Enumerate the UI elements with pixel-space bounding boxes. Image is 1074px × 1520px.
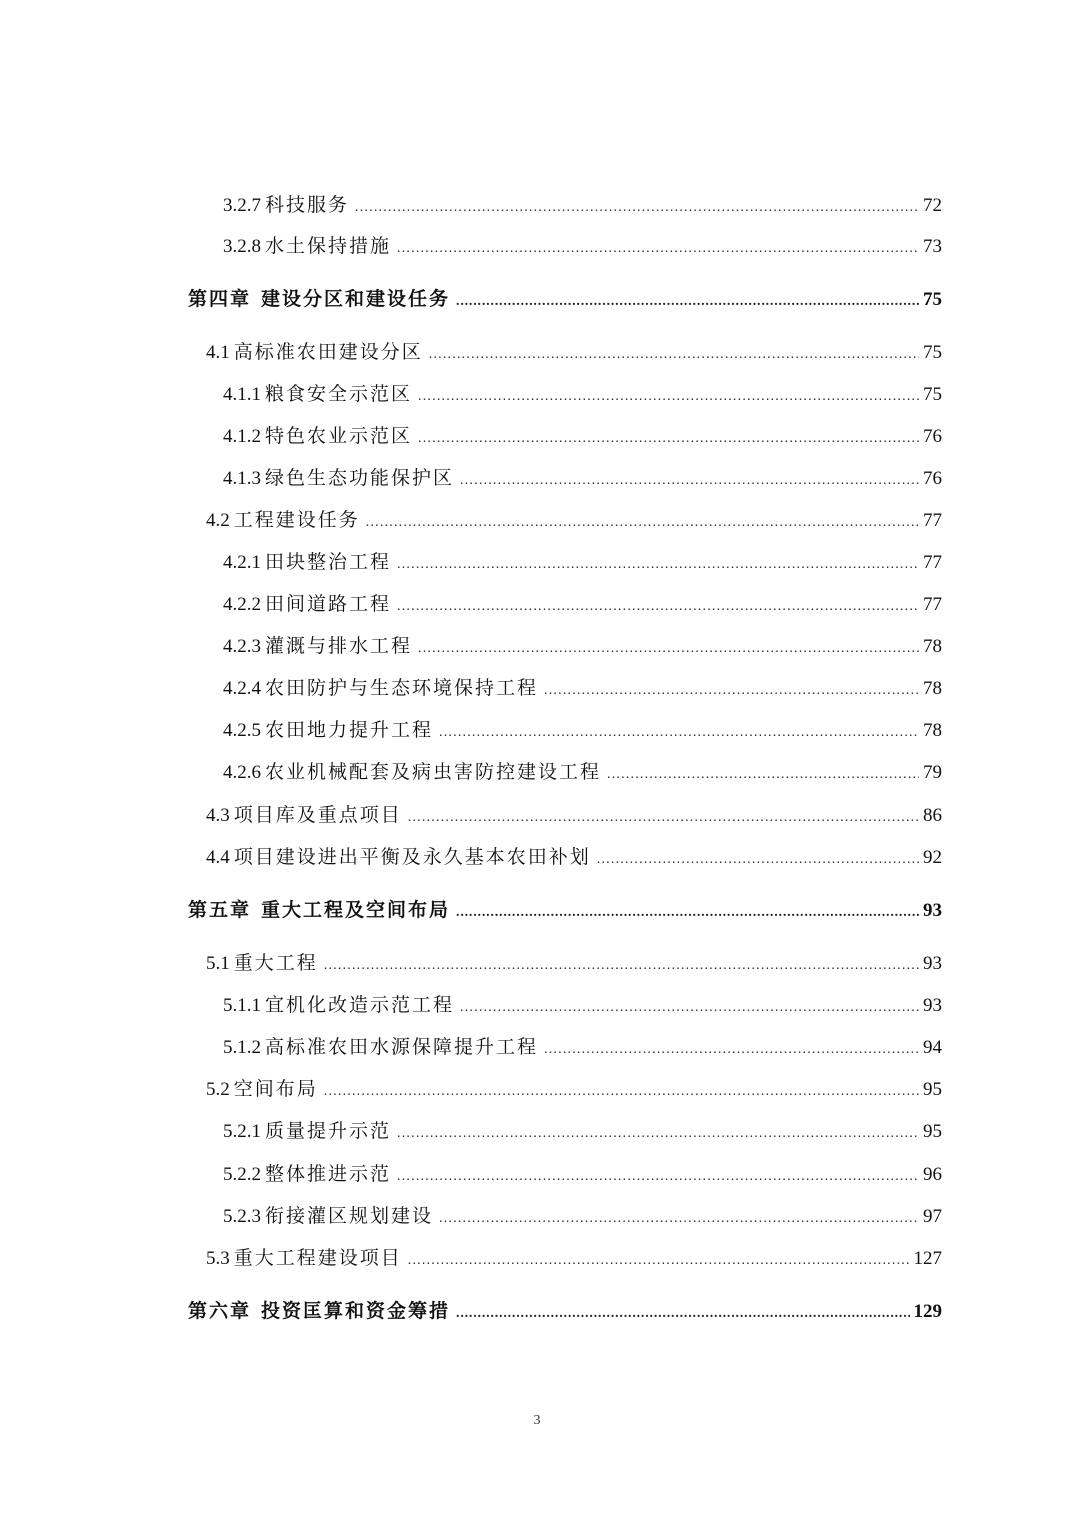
toc-entry[interactable] <box>206 338 942 366</box>
toc-chapter-title: 投资匡算和资金筹措 <box>261 1300 451 1322</box>
toc-entry-number: 3.2.8 <box>223 236 261 257</box>
toc-entry-title: 水土保持措施 <box>265 235 392 257</box>
toc-entry[interactable] <box>223 232 942 260</box>
toc-entry-number: 4.3 <box>206 805 230 826</box>
toc-dot-leader <box>460 467 919 495</box>
toc-entry-number: 5.2 <box>206 1079 230 1100</box>
toc-entry-page: 94 <box>923 1037 942 1058</box>
toc-entry-number: 5.1 <box>206 953 230 974</box>
toc-entry-number: 4.2.5 <box>223 720 261 741</box>
toc-dot-leader <box>408 1247 910 1275</box>
toc-chapter-title: 建设分区和建设任务 <box>261 288 451 310</box>
toc-dot-leader <box>418 425 919 453</box>
toc-entry-page: 95 <box>923 1121 942 1142</box>
toc-dot-leader <box>418 635 919 663</box>
toc-entry-page: 73 <box>923 236 942 257</box>
toc-dot-leader <box>408 804 919 832</box>
toc-entry[interactable] <box>223 191 942 219</box>
toc-chapter-entry[interactable] <box>188 1297 942 1325</box>
toc-entry[interactable] <box>223 1033 942 1061</box>
toc-entry-number: 4.2.2 <box>223 594 261 615</box>
toc-chapter-title: 重大工程及空间布局 <box>261 899 451 921</box>
toc-entry-page: 78 <box>923 678 942 699</box>
toc-entry-number: 5.1.1 <box>223 995 261 1016</box>
toc-entry-title: 空间布局 <box>233 1078 318 1100</box>
toc-entry-title: 农田地力提升工程 <box>265 719 434 741</box>
toc-entry[interactable] <box>223 380 942 408</box>
toc-entry-page: 78 <box>923 636 942 657</box>
toc-dot-leader <box>397 1163 919 1191</box>
toc-dot-leader <box>418 383 919 411</box>
toc-dot-leader <box>429 341 919 369</box>
toc-entry-number: 4.1.2 <box>223 426 261 447</box>
toc-entry-number: 4.2.3 <box>223 636 261 657</box>
toc-entry-title: 灌溉与排水工程 <box>265 635 413 657</box>
toc-dot-leader <box>544 677 919 705</box>
toc-entry[interactable] <box>223 548 942 576</box>
toc-entry[interactable] <box>223 1202 942 1230</box>
toc-entry-page: 76 <box>923 426 942 447</box>
toc-dot-leader <box>597 846 919 874</box>
toc-dot-leader <box>355 194 919 222</box>
toc-entry-number: 5.2.2 <box>223 1164 261 1185</box>
toc-entry-number: 4.1.1 <box>223 384 261 405</box>
toc-entry-page: 97 <box>923 1206 942 1227</box>
toc-entry[interactable] <box>223 1160 942 1188</box>
toc-dot-leader <box>366 509 919 537</box>
toc-chapter-number: 第六章 <box>188 1301 252 1322</box>
toc-entry-title: 衔接灌区规划建设 <box>265 1205 434 1227</box>
toc-entry-number: 5.1.2 <box>223 1037 261 1058</box>
toc-entry-page: 72 <box>923 195 942 216</box>
toc-entry[interactable] <box>206 843 942 871</box>
toc-entry-title: 高标准农田建设分区 <box>233 341 423 363</box>
toc-chapter-number: 第五章 <box>188 900 252 921</box>
toc-entry-number: 5.3 <box>206 1248 230 1269</box>
toc-dot-leader <box>439 719 919 747</box>
toc-entry-title: 质量提升示范 <box>265 1120 392 1142</box>
toc-entry-number: 4.1 <box>206 342 230 363</box>
toc-dot-leader <box>456 288 919 316</box>
toc-entry[interactable] <box>223 422 942 450</box>
toc-dot-leader <box>324 952 919 980</box>
toc-dot-leader <box>456 899 919 927</box>
toc-entry[interactable] <box>223 632 942 660</box>
toc-entry-page: 96 <box>923 1164 942 1185</box>
toc-entry-page: 92 <box>923 847 942 868</box>
page-number: 3 <box>533 1413 541 1428</box>
toc-dot-leader <box>607 761 919 789</box>
toc-entry[interactable] <box>223 674 942 702</box>
toc-entry-page: 127 <box>913 1248 942 1269</box>
toc-entry-page: 75 <box>923 289 942 310</box>
toc-entry[interactable] <box>206 1244 942 1272</box>
toc-entry-page: 95 <box>923 1079 942 1100</box>
toc-entry[interactable] <box>206 1075 942 1103</box>
toc-entry-title: 项目库及重点项目 <box>233 804 402 826</box>
toc-entry-number: 4.4 <box>206 847 230 868</box>
toc-entry-page: 75 <box>923 384 942 405</box>
toc-entry-title: 粮食安全示范区 <box>265 383 413 405</box>
toc-entry-number: 4.1.3 <box>223 468 261 489</box>
toc-entry-page: 93 <box>923 953 942 974</box>
toc-entry-page: 77 <box>923 510 942 531</box>
toc-entry-title: 田间道路工程 <box>265 593 392 615</box>
toc-dot-leader <box>544 1036 919 1064</box>
toc-entry-title: 重大工程建设项目 <box>233 1247 402 1269</box>
toc-dot-leader <box>456 1300 909 1328</box>
toc-chapter-entry[interactable] <box>188 285 942 313</box>
toc-entry-title: 农业机械配套及病虫害防控建设工程 <box>265 761 602 783</box>
toc-entry-title: 工程建设任务 <box>233 509 360 531</box>
toc-entry[interactable] <box>223 464 942 492</box>
toc-dot-leader <box>397 235 919 263</box>
toc-entry-page: 75 <box>923 342 942 363</box>
toc-entry-page: 78 <box>923 720 942 741</box>
toc-entry-title: 田块整治工程 <box>265 551 392 573</box>
toc-entry-page: 86 <box>923 805 942 826</box>
toc-entry[interactable] <box>223 716 942 744</box>
toc-dot-leader <box>324 1078 919 1106</box>
toc-entry-number: 4.2.1 <box>223 552 261 573</box>
toc-entry-title: 特色农业示范区 <box>265 425 413 447</box>
toc-entry-title: 项目建设进出平衡及永久基本农田补划 <box>233 846 591 868</box>
toc-entry-page: 93 <box>923 900 942 921</box>
toc-dot-leader <box>439 1205 919 1233</box>
toc-entry[interactable] <box>223 758 942 786</box>
toc-entry[interactable] <box>223 991 942 1019</box>
toc-dot-leader <box>397 1120 919 1148</box>
toc-entry-number: 4.2.6 <box>223 762 261 783</box>
toc-entry-page: 77 <box>923 594 942 615</box>
toc-entry[interactable] <box>206 949 942 977</box>
toc-entry-title: 绿色生态功能保护区 <box>265 467 455 489</box>
toc-entry-number: 3.2.7 <box>223 195 261 216</box>
toc-chapter-entry[interactable] <box>188 896 942 924</box>
toc-entry-title: 高标准农田水源保障提升工程 <box>265 1036 539 1058</box>
toc-dot-leader <box>397 551 919 579</box>
toc-entry-title: 整体推进示范 <box>265 1163 392 1185</box>
toc-entry[interactable] <box>206 506 942 534</box>
toc-entry-number: 5.2.3 <box>223 1206 261 1227</box>
toc-entry-page: 77 <box>923 552 942 573</box>
toc-dot-leader <box>460 994 919 1022</box>
toc-entry-page: 93 <box>923 995 942 1016</box>
toc-entry-page: 76 <box>923 468 942 489</box>
toc-entry-page: 129 <box>913 1301 942 1322</box>
toc-entry[interactable] <box>223 590 942 618</box>
toc-entry-title: 科技服务 <box>265 194 350 216</box>
toc-entry-title: 农田防护与生态环境保持工程 <box>265 677 539 699</box>
toc-entry-number: 4.2 <box>206 510 230 531</box>
toc-dot-leader <box>397 593 919 621</box>
toc-entry-page: 79 <box>923 762 942 783</box>
toc-entry-number: 5.2.1 <box>223 1121 261 1142</box>
toc-entry[interactable] <box>223 1117 942 1145</box>
toc-entry-title: 重大工程 <box>233 952 318 974</box>
toc-entry-number: 4.2.4 <box>223 678 261 699</box>
toc-entry[interactable] <box>206 801 942 829</box>
toc-entry-title: 宜机化改造示范工程 <box>265 994 455 1016</box>
toc-chapter-number: 第四章 <box>188 289 252 310</box>
